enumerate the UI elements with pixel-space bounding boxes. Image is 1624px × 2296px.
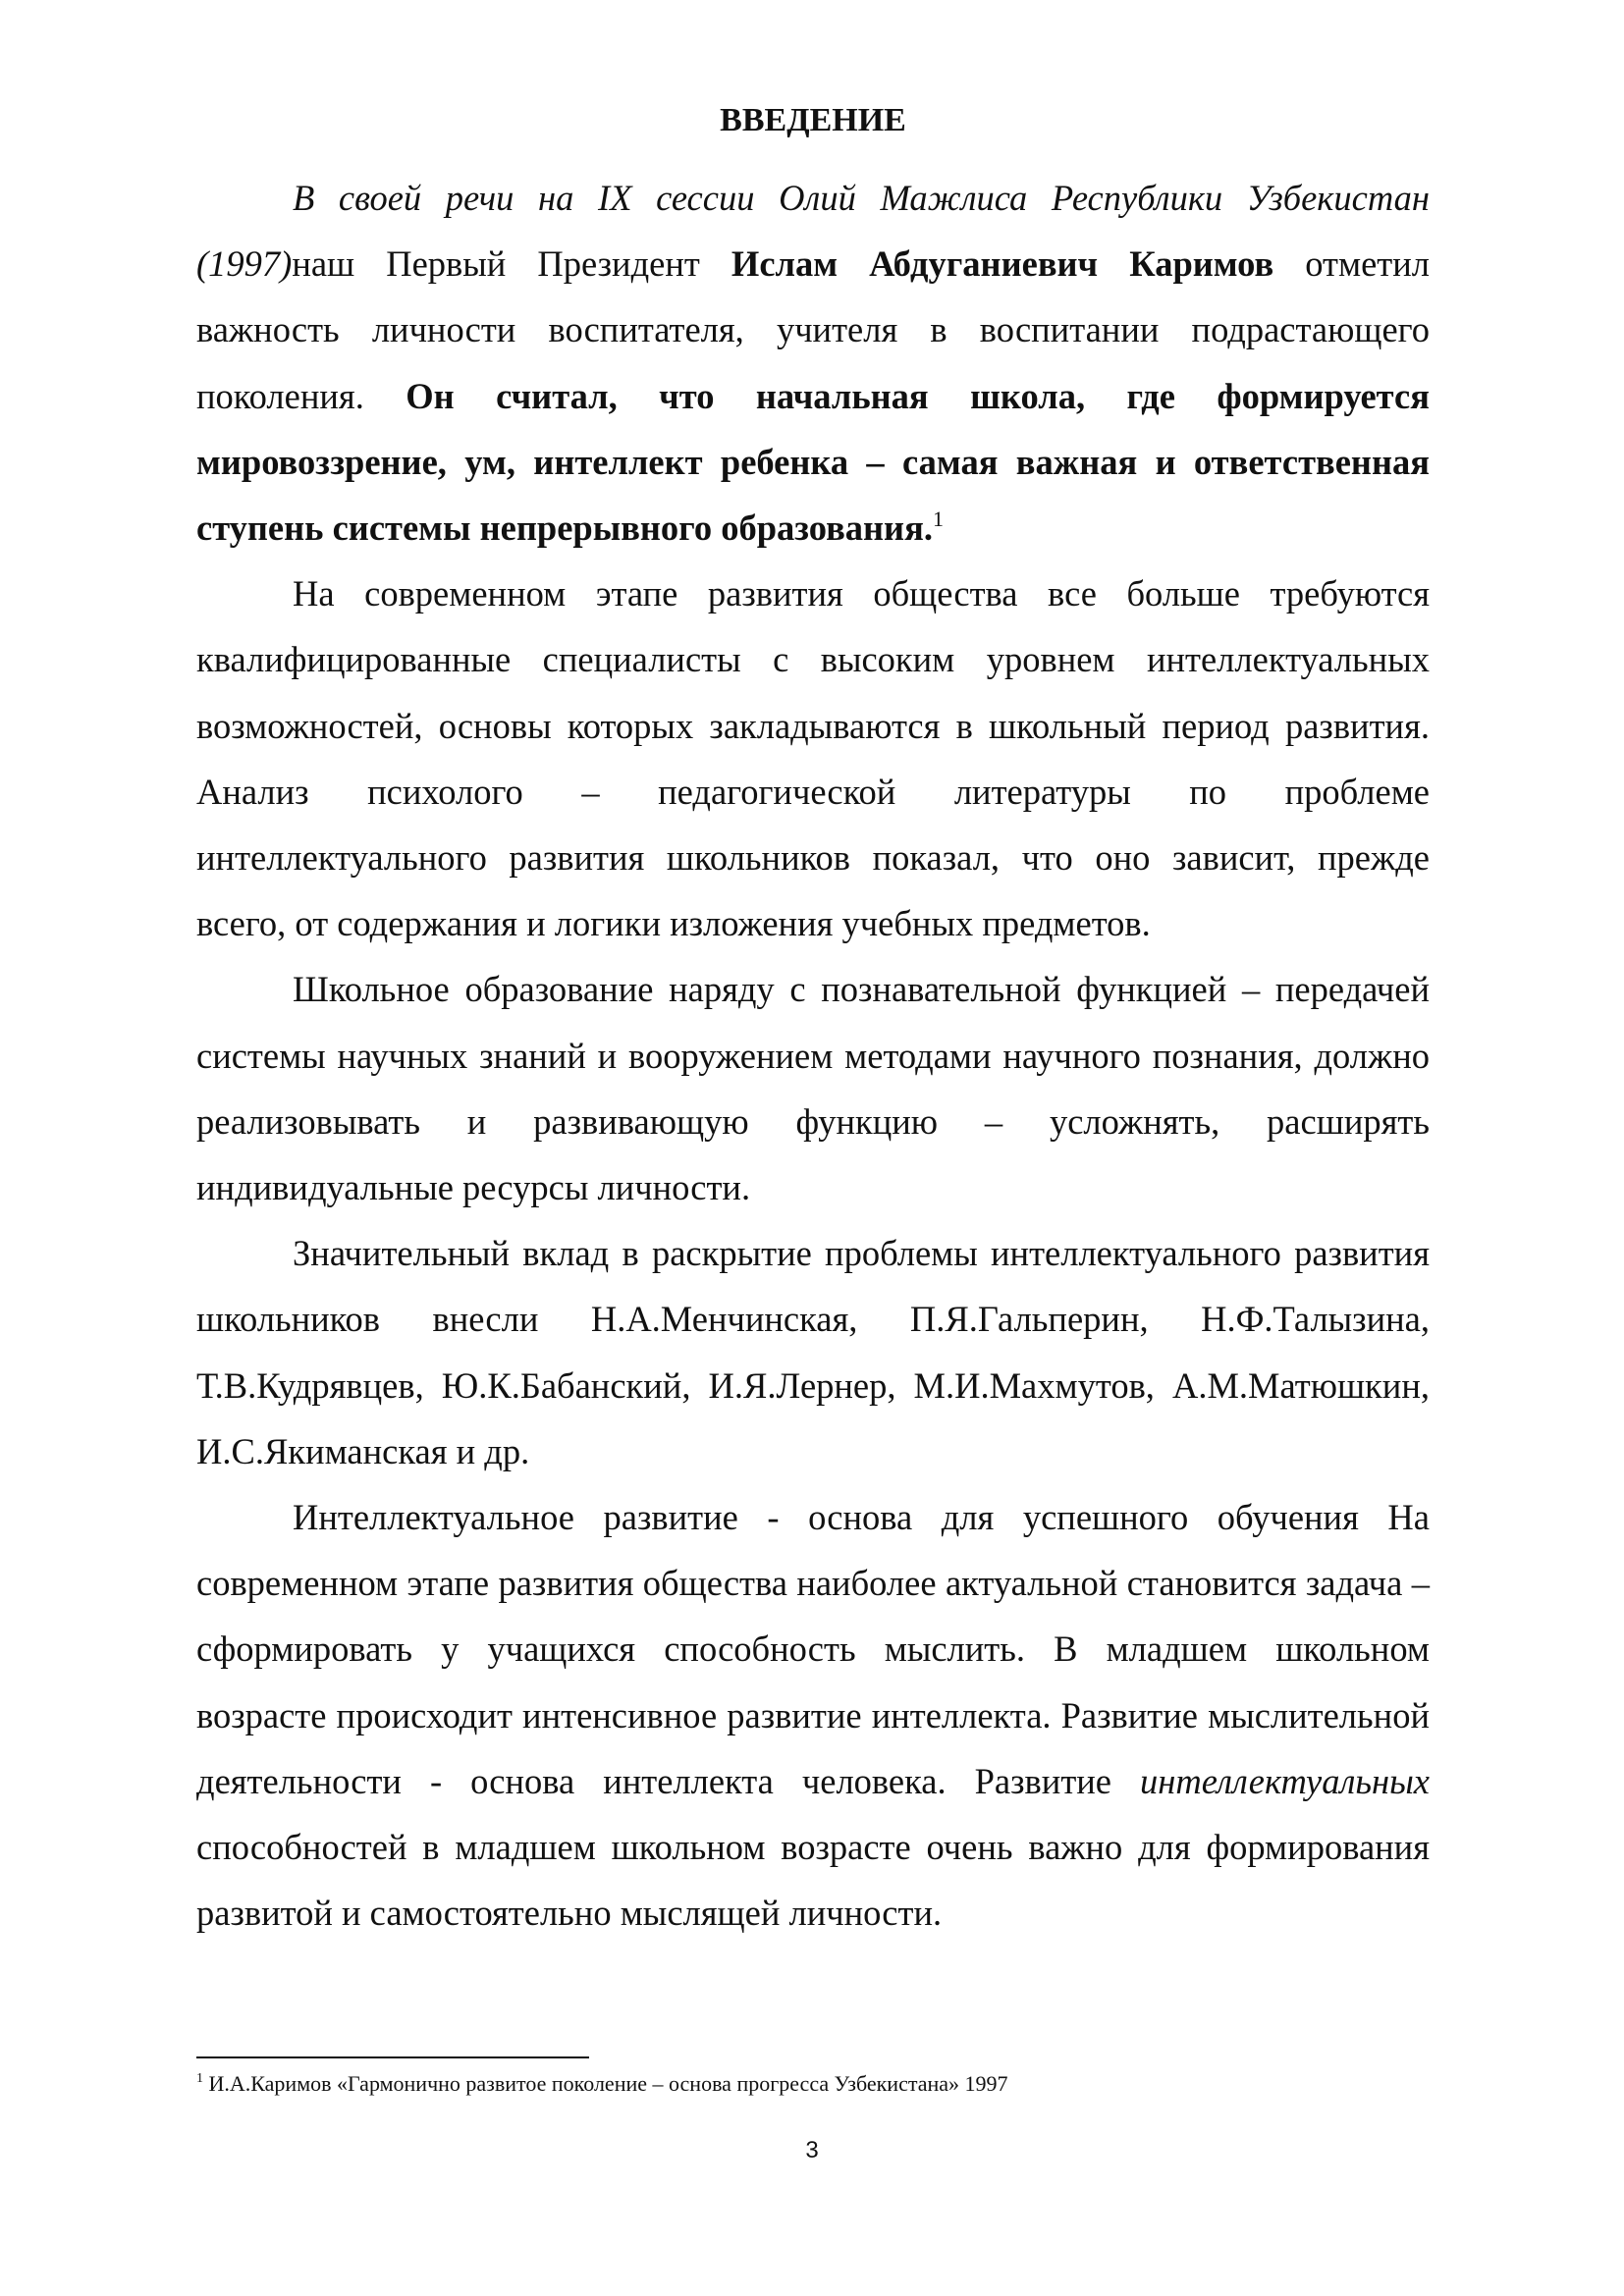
- page-number: 3: [805, 2137, 819, 2163]
- paragraph-4: Значительный вклад в раскрытие проблемы интеллектуального развития школьников внесли Н.А.Менчинская, П.Я.Гальперин, Н.Ф.Талызина, Т.В.Кудрявцев, Ю.К.Бабанский, И.Я.Лернер, М.И.Махмутов, А.М.Матюшкин, И.С.Якиманская и др.: [196, 1233, 1430, 1471]
- paragraph-text: Интеллектуальное развитие - основа для успешного обучения На современном этапе развития общества наиболее актуальной становится задача – сформировать у учащихся способность мыслить. В младшем школьном возрасте происходит интенсивное развитие интеллекта. Развитие мыслительной деятельности - основа интеллекта человека. Развитие: [196, 1497, 1430, 1801]
- footnote-reference[interactable]: 1: [932, 507, 944, 532]
- bold-name: Ислам Абдуганиевич Каримов: [731, 243, 1274, 285]
- footnote-separator: [196, 2056, 589, 2058]
- paragraph-3: Школьное образование наряду с познавательной функцией – передачей системы научных знаний и вооружением методами научного познания, должно реализовывать и развивающую функцию – усложнять, расширять индивидуальные ресурсы личности.: [196, 969, 1430, 1208]
- italic-lead-text: В своей речи на IX сессии Олий Мажлиса Республики Узбекистан (1997): [196, 178, 1430, 285]
- page-title: ВВЕДЕНИЕ: [720, 102, 906, 138]
- footnote-text: И.А.Каримов «Гармонично развитое поколение – основа прогресса Узбекистана» 1997: [203, 2071, 1008, 2096]
- footnote: [196, 2069, 1430, 2099]
- paragraph-text: отметил важность личности воспитателя, учителя в воспитании подрастающего поколения.: [196, 243, 1431, 416]
- document-body: [196, 165, 1430, 1946]
- paragraph-text: наш Первый Президент: [292, 243, 731, 285]
- paragraph-5: [196, 1484, 1430, 1946]
- footnote-marker: 1: [196, 2071, 203, 2086]
- paragraph-2: На современном этапе развития общества все больше требуются квалифицированные специалисты с высоким уровнем интеллектуальных возможностей, основы которых закладываются в школьный период развития. Анализ психолого – педагогической литературы по проблеме интеллектуального развития школьников показал, что оно зависит, прежде всего, от содержания и логики изложения учебных предметов.: [196, 573, 1430, 944]
- paragraph-text: способностей в младшем школьном возрасте очень важно для формирования развитой и самостоятельно мыслящей личности.: [196, 1827, 1430, 1934]
- bold-quote: Он считал, что начальная школа, где формируется мировоззрение, ум, интеллект ребенка – самая важная и ответственная ступень системы непрерывного образования.: [196, 375, 1431, 549]
- paragraph-1: [196, 165, 1430, 561]
- italic-word: интеллектуальных: [1140, 1760, 1430, 1801]
